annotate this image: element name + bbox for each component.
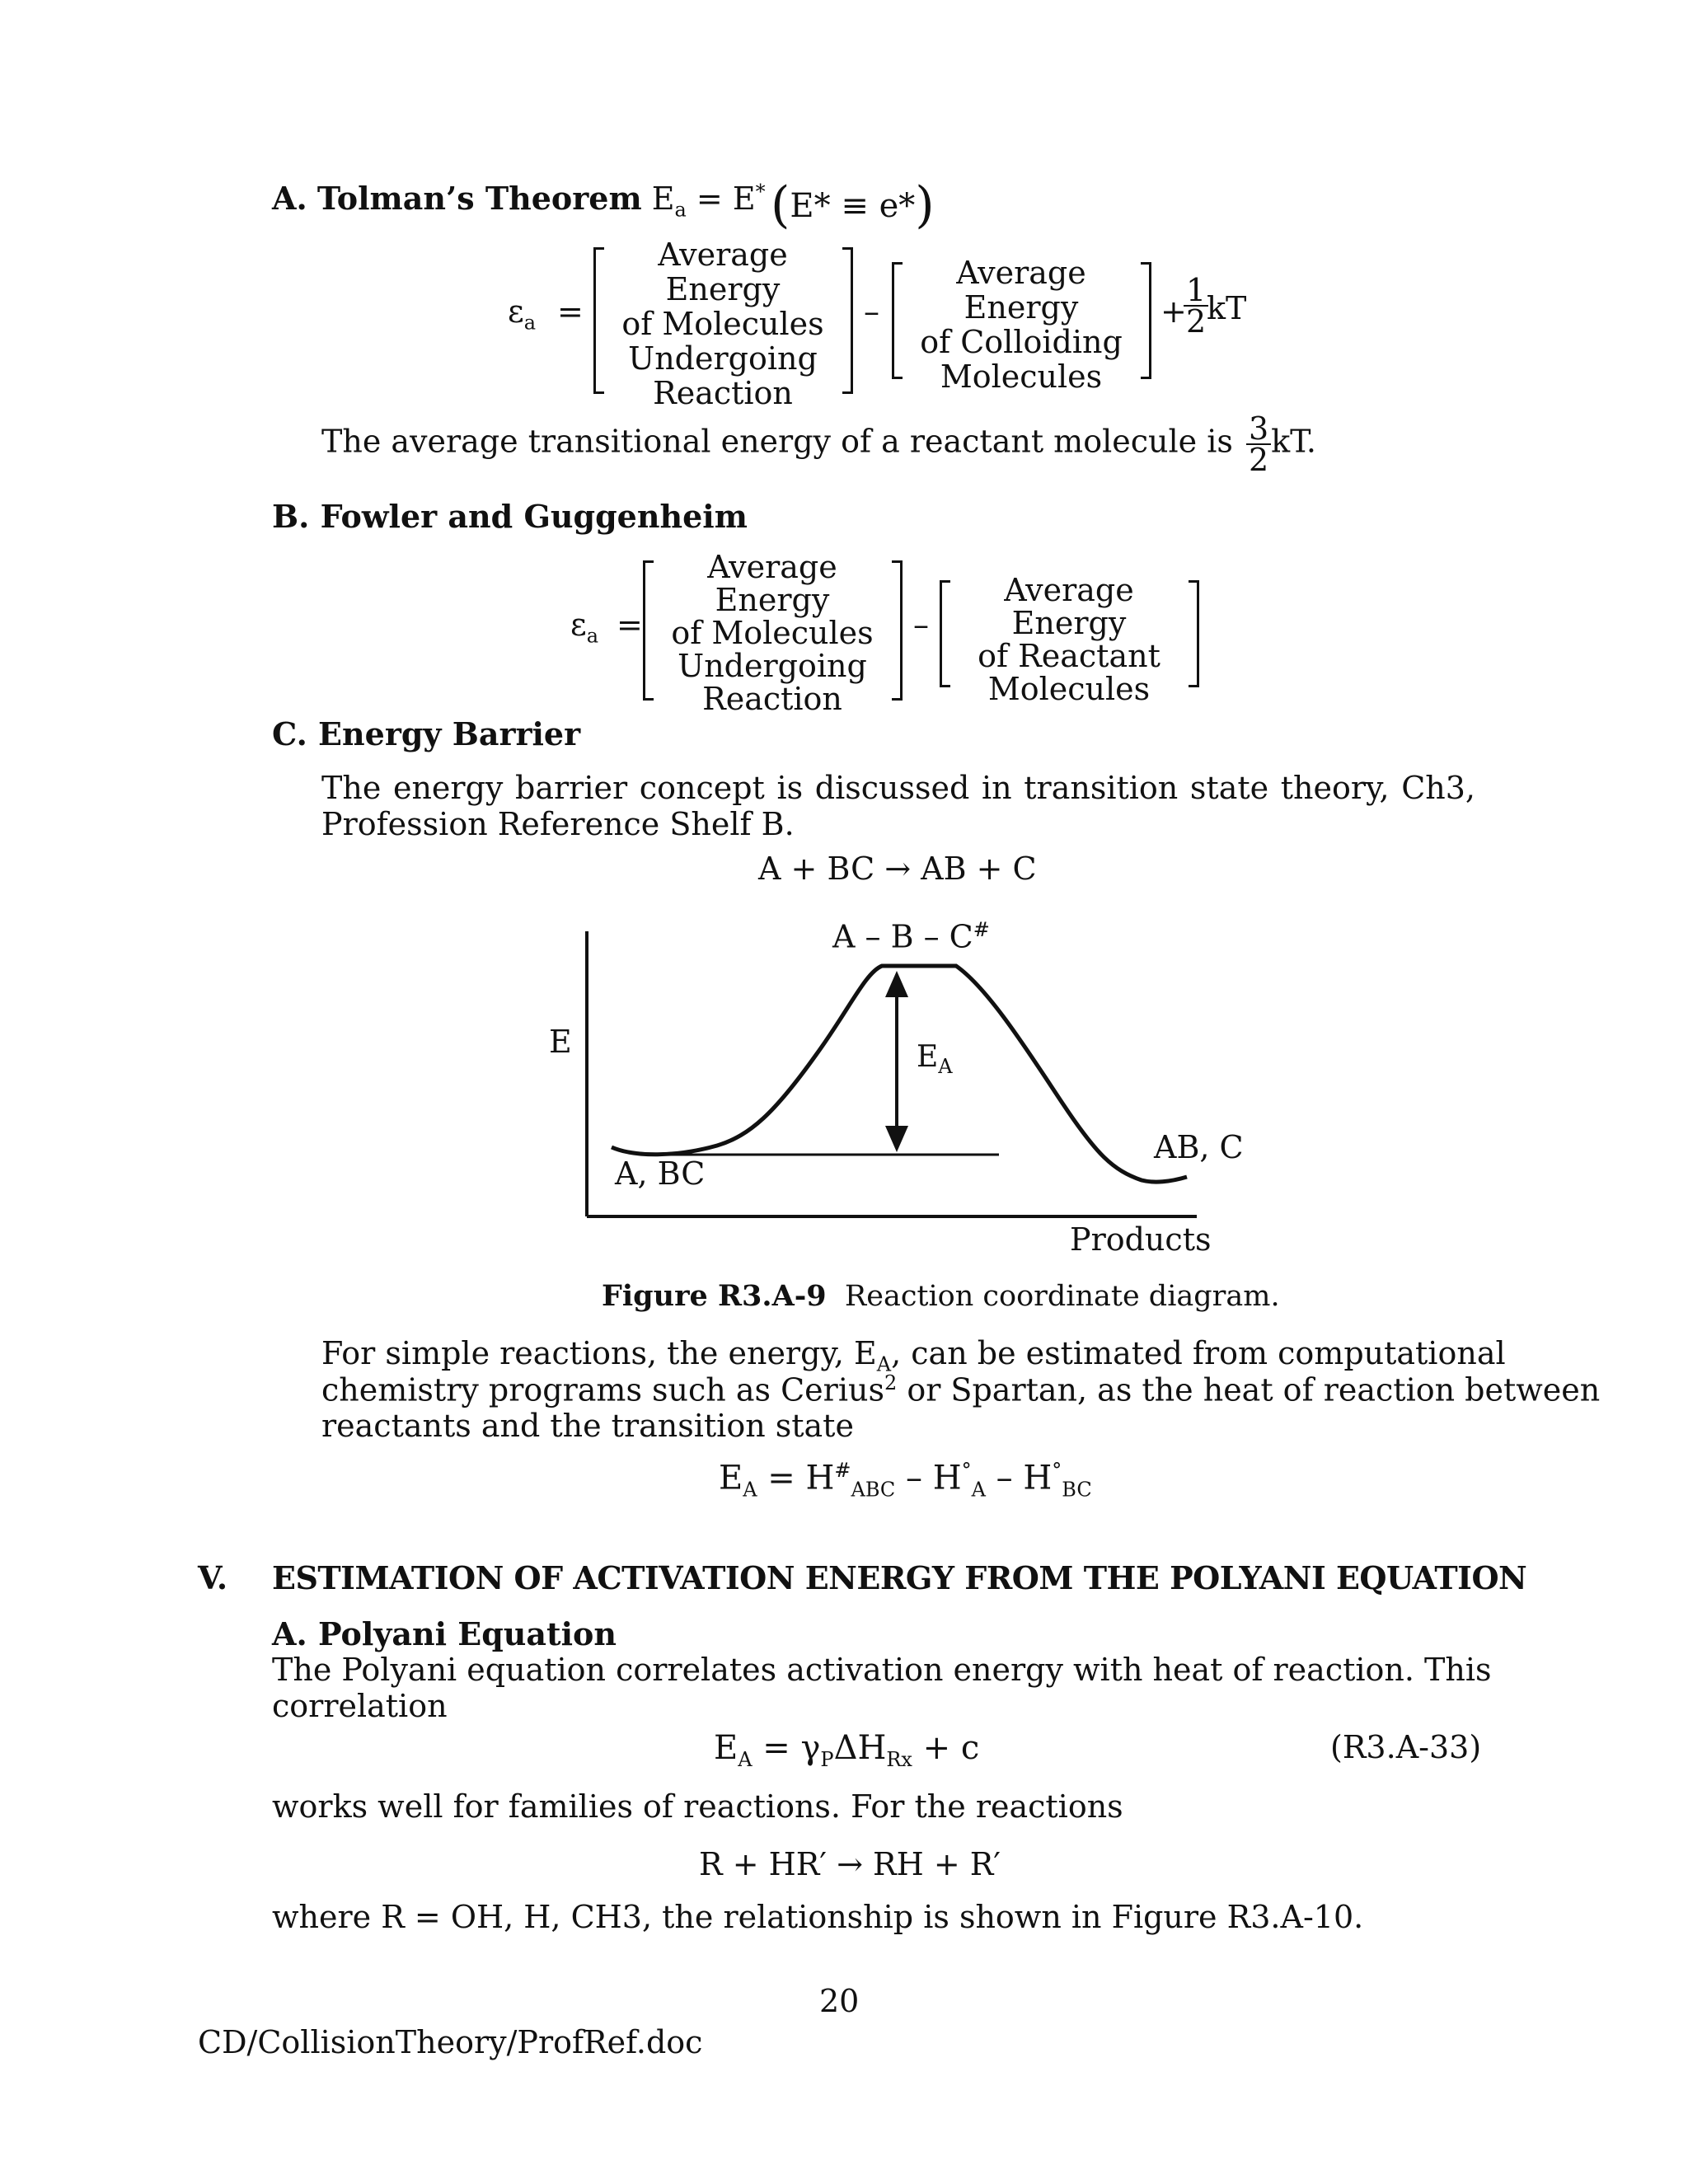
polyani-paragraph-line: where R = OH, H, CH3, the relationship is shown in Figure R3.A-10. xyxy=(272,1899,1364,1935)
section-b-heading: B. Fowler and Guggenheim xyxy=(272,498,748,535)
x-axis-label: Products xyxy=(1070,1221,1212,1258)
arrowhead-down xyxy=(885,1126,908,1152)
hydrogen-transfer-reaction: R + HR′ → RH + R′ xyxy=(699,1846,1001,1882)
file-path: CD/CollisionTheory/ProfRef.doc xyxy=(198,2024,703,2060)
one-half-fraction: $\frac{1}{2}$ xyxy=(1184,275,1208,336)
eps-a-lhs: $\varepsilon_a$ xyxy=(508,293,536,335)
energy-barrier-paragraph-line: The energy barrier concept is discussed in transition state theory, Ch3, xyxy=(321,770,1475,806)
polyani-paragraph-line: correlation xyxy=(272,1688,448,1724)
avg-energy-reactant-box: Average Energy of Reactant Molecules xyxy=(978,572,1160,707)
arrowhead-up xyxy=(885,971,908,997)
polyani-paragraph-line: works well for families of reactions. For the reactions xyxy=(272,1788,1123,1825)
polyani-paragraph-line: The Polyani equation correlates activation energy with heat of reaction. This xyxy=(272,1652,1492,1688)
ea-paragraph-line: For simple reactions, the energy, $E_A$, can be estimated from computational xyxy=(321,1335,1506,1376)
ea-enthalpy-equation: $E_A = H^{\#}_{ABC} - H^\circ_A - H^\circ_{BC}$ xyxy=(719,1459,1092,1502)
reaction-equation: A + BC → AB + C xyxy=(758,851,1037,887)
minus-sign: – xyxy=(913,607,929,643)
section-a-heading: A. Tolman’s Theorem $E_a = E^*$ xyxy=(272,180,766,222)
tolman-identity: (E* ≡ e*) xyxy=(771,176,935,234)
eq-sign: = xyxy=(617,607,643,643)
y-axis-label: E xyxy=(549,1024,572,1060)
section-v-number: V. xyxy=(198,1559,228,1596)
avg-energy-reaction-box: Average Energy of Molecules Undergoing Reaction xyxy=(621,237,824,411)
avg-energy-reaction-box: Average Energy of Molecules Undergoing Reaction xyxy=(671,549,874,717)
avg-energy-colliding-box: Average Energy of Colloiding Molecules xyxy=(920,255,1123,395)
section-v-title: ESTIMATION OF ACTIVATION ENERGY FROM THE POLYANI EQUATION xyxy=(272,1559,1527,1596)
reactant-label: A, BC xyxy=(615,1155,706,1192)
transitional-energy-sentence: The average transitional energy of a reactant molecule is $\frac{3}{2}$ kT. xyxy=(321,410,1317,478)
energy-curve xyxy=(612,966,1187,1182)
eq-sign: = xyxy=(557,293,584,330)
eps-a-lhs: $\varepsilon_a$ xyxy=(570,607,598,648)
transition-state-label: A – B – C# xyxy=(832,918,990,955)
kt-term: kT xyxy=(1207,290,1247,326)
equation-number: (R3.A-33) xyxy=(1330,1729,1482,1765)
activation-energy-label: $E_A$ xyxy=(917,1040,953,1079)
polyani-equation: $E_A = \gamma_P\Delta H_{Rx} + c$ xyxy=(714,1729,980,1771)
polyani-heading: A. Polyani Equation xyxy=(272,1615,617,1652)
ea-paragraph-line: chemistry programs such as Cerius$^2$ or Spartan, as the heat of reaction between xyxy=(321,1371,1601,1408)
section-c-heading: C. Energy Barrier xyxy=(272,715,581,752)
page-number: 20 xyxy=(819,1983,860,2019)
minus-sign: – xyxy=(864,293,879,330)
figure-caption: Figure R3.A-9 Reaction coordinate diagram. xyxy=(602,1279,1280,1313)
plus-sign: + xyxy=(1160,293,1187,330)
ea-paragraph-line: reactants and the transition state xyxy=(321,1408,854,1444)
product-label: AB, C xyxy=(1154,1129,1244,1165)
energy-barrier-paragraph-line: Profession Reference Shelf B. xyxy=(321,806,795,842)
